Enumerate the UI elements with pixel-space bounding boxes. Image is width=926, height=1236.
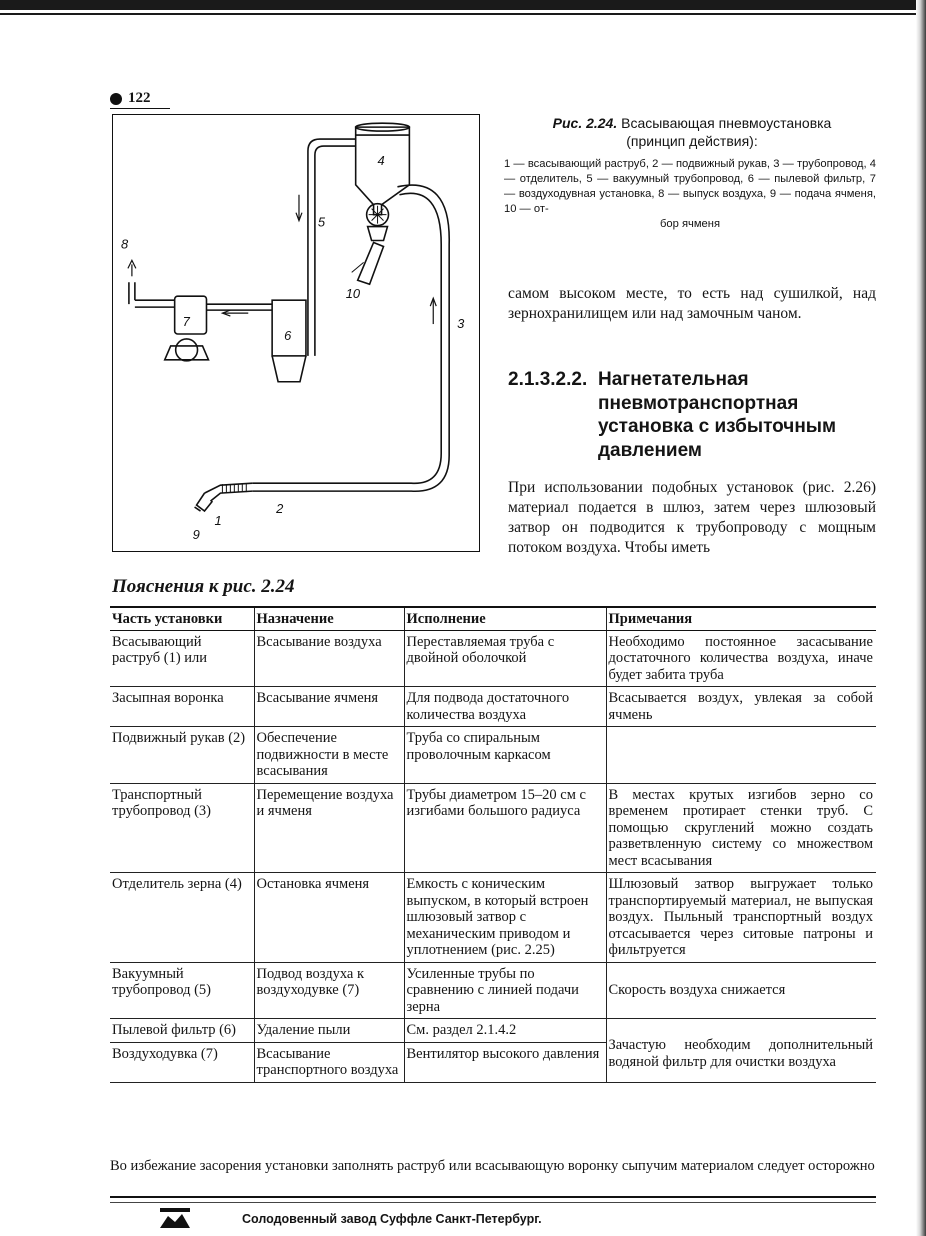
hose-ribs	[222, 484, 246, 493]
table-cell: Подвод воздуха к воздуходувке (7)	[254, 962, 404, 1019]
table-cell: Скорость воздуха снижается	[606, 962, 876, 1019]
label-5: 5	[317, 214, 326, 230]
table-cell: Емкость с коническим выпуском, в который встроен шлюзовый затвор с механическим приводом и уплотнением (рис. 2.25)	[404, 873, 606, 963]
table-cell	[606, 727, 876, 784]
figure-caption-body: 1 — всасывающий раструб, 2 — подвижный рукав, 3 — трубопровод, 4 — отделитель, 5 — вакуумный трубопровод, 6 — пылевой фильтр, 7 — воздуходувная установка, 8 — выпуск воздуха, 9 — подача ячменя, 10 — от- бор ячменя	[504, 158, 876, 230]
suction-nozzle	[197, 493, 213, 511]
table-header-row	[110, 607, 876, 630]
section-heading: 2.1.3.2.2. Нагнетательная пневмотранспортная установка с избыточным давлением	[508, 369, 837, 461]
bullet-icon	[110, 93, 122, 105]
air-exhaust	[129, 282, 135, 304]
table-cell: Перемещение воздуха и ячменя	[254, 783, 404, 873]
table-row	[110, 873, 876, 963]
table-row	[110, 630, 876, 687]
table-cell: Трубы диаметром 15–20 см с изгибами большого радиуса	[404, 783, 606, 873]
table-cell: См. раздел 2.1.4.2	[404, 1019, 606, 1043]
label-3: 3	[457, 316, 465, 332]
table-row	[110, 727, 876, 784]
discharge-chute	[358, 242, 384, 284]
table-cell: Обеспечение подвижности в месте всасывания	[254, 727, 404, 784]
table-row	[110, 687, 876, 727]
table-row	[110, 962, 876, 1019]
table-cell: Зачастую необходим дополнительный водяной фильтр для очистки воздуха	[606, 1019, 876, 1083]
scan-top-border	[0, 0, 926, 10]
separator-body	[356, 127, 410, 215]
paragraph-continuation: самом высоком месте, то есть над сушилкой, над зернохранилищем или над замочным чаном.	[508, 285, 876, 322]
blower	[175, 296, 207, 334]
label-10: 10	[345, 286, 361, 302]
footer-rule	[110, 1196, 876, 1198]
table-footnote: Во избежание засорения установки заполнять раструб или всасывающую воронку сыпучим материалом следует осторожно	[110, 1158, 875, 1174]
publisher-name: Солодовенный завод Суффле Санкт-Петербург.	[242, 1212, 542, 1226]
publisher-logo-icon	[158, 1206, 192, 1230]
footer-rule-thin	[110, 1202, 876, 1203]
table-row	[110, 1019, 876, 1043]
pneumatic-system-diagram	[113, 115, 479, 551]
table-cell: Для подвода достаточного количества воздуха	[404, 687, 606, 727]
header-part: Часть установки	[110, 607, 254, 630]
table-cell: Вентилятор высокого давления	[404, 1042, 606, 1082]
table-cell: Всасывается воздух, увлекая за собой ячмень	[606, 687, 876, 727]
page-number: 122	[110, 90, 151, 107]
header-design: Исполнение	[404, 607, 606, 630]
table-cell: Переставляемая труба с двойной оболочкой	[404, 630, 606, 687]
label-4: 4	[377, 152, 385, 168]
table-row	[110, 783, 876, 873]
table-cell: Необходимо постоянное засасывание достаточного количества воздуха, иначе будет забита труба	[606, 630, 876, 687]
figure-caption-title: Рис. 2.24. Всасывающая пневмоустановка (принцип действия):	[552, 115, 832, 149]
explanation-table	[110, 606, 876, 1083]
figure-diagram	[112, 114, 480, 552]
scan-right-edge	[916, 0, 926, 1236]
table-cell: Удаление пыли	[254, 1019, 404, 1043]
scan-top-line	[0, 13, 926, 15]
table-cell: Всасывание ячменя	[254, 687, 404, 727]
label-7: 7	[182, 314, 190, 330]
table-cell: Всасывание воздуха	[254, 630, 404, 687]
table-cell: В местах крутых изгибов зерно со временем протирает стенки труб. С помощью скруглений можно создать разветвленную систему со множеством мест всасывания	[606, 783, 876, 873]
header-notes: Примечания	[606, 607, 876, 630]
label-2: 2	[276, 501, 284, 517]
table-cell: Воздуходувка (7)	[110, 1042, 254, 1082]
table-cell: Отделитель зерна (4)	[110, 873, 254, 963]
table-cell: Остановка ячменя	[254, 873, 404, 963]
table-cell: Труба со спиральным проволочным каркасом	[404, 727, 606, 784]
table-cell: Засыпная воронка	[110, 687, 254, 727]
paragraph-body: При использовании подобных установок (рис. 2.26) материал подается в шлюз, затем через шлюзовый затвор он подводится к трубопроводу с мощным потоком воздуха. Чтобы иметь	[508, 479, 876, 556]
table-cell: Пылевой фильтр (6)	[110, 1019, 254, 1043]
table-cell: Транспортный трубопровод (3)	[110, 783, 254, 873]
label-6: 6	[284, 327, 292, 343]
transport-pipe	[252, 185, 449, 491]
table-cell: Всасывание транспортного воздуха	[254, 1042, 404, 1082]
label-1: 1	[214, 512, 222, 528]
table-title: Пояснения к рис. 2.24	[112, 576, 295, 597]
page-number-rule	[110, 108, 170, 109]
label-9: 9	[192, 526, 200, 542]
table-cell: Шлюзовый затвор выгружает только транспортируемый материал, не выпуская воздух. Пыльный транспортный воздух отсасывается через ситовые патроны и фильтруется	[606, 873, 876, 963]
table-cell: Вакуумный трубопровод (5)	[110, 962, 254, 1019]
label-8: 8	[120, 236, 129, 252]
table-cell: Подвижный рукав (2)	[110, 727, 254, 784]
table-cell: Всасывающий раструб (1) или	[110, 630, 254, 687]
table-cell: Усиленные трубы по сравнению с линией подачи зерна	[404, 962, 606, 1019]
header-purpose: Назначение	[254, 607, 404, 630]
